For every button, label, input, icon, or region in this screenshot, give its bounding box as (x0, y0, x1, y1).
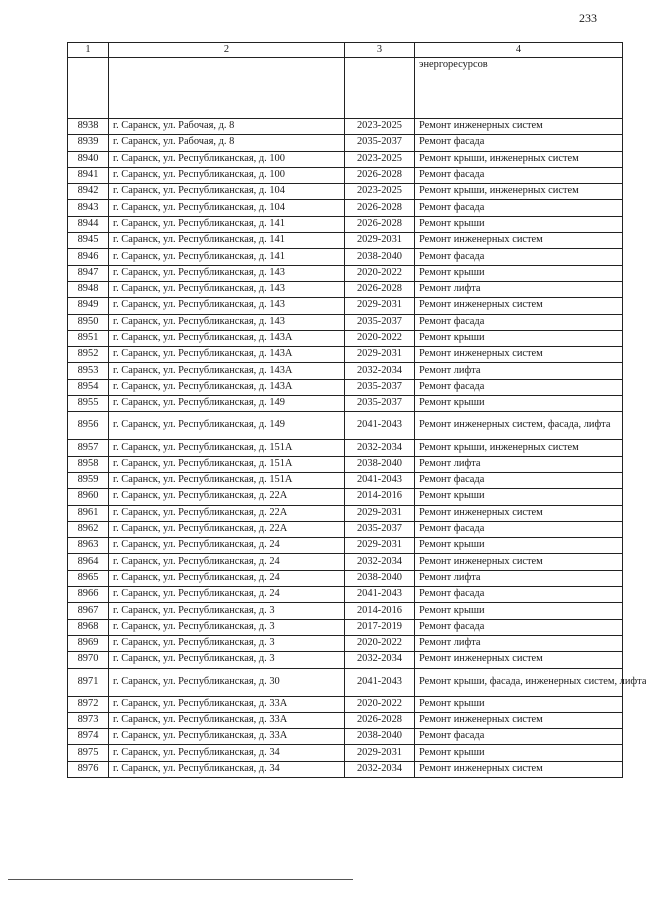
cell-years: 2038-2040 (345, 249, 415, 265)
cell-number: 8940 (68, 151, 109, 167)
table-row (68, 712, 623, 728)
cell-work: Ремонт инженерных систем (415, 119, 623, 135)
cell-work: Ремонт крыши, фасада, инженерных систем, лифта (415, 668, 623, 696)
column-header-work: 4 (415, 43, 623, 58)
cell-address: г. Саранск, ул. Республиканская, д. 143А (109, 330, 345, 346)
cell-work: Ремонт лифта (415, 363, 623, 379)
cell-years: 2032-2034 (345, 761, 415, 777)
cell-years: 2032-2034 (345, 652, 415, 668)
cell-years: 2017-2019 (345, 619, 415, 635)
cell-years: 2032-2034 (345, 554, 415, 570)
table-row (68, 330, 623, 346)
cell-number: 8949 (68, 298, 109, 314)
cell-number: 8951 (68, 330, 109, 346)
cell-years: 2035-2037 (345, 396, 415, 412)
cell-address: г. Саранск, ул. Республиканская, д. 34 (109, 761, 345, 777)
cell-number: 8958 (68, 456, 109, 472)
cell-years: 2041-2043 (345, 412, 415, 440)
table-row (68, 265, 623, 281)
cell-number: 8939 (68, 135, 109, 151)
cell-number: 8957 (68, 440, 109, 456)
cell-work: Ремонт крыши (415, 603, 623, 619)
table-row (68, 456, 623, 472)
cell-work: Ремонт инженерных систем (415, 298, 623, 314)
cell-number: 8961 (68, 505, 109, 521)
cell-years: 2029-2031 (345, 298, 415, 314)
page-number: 233 (579, 11, 597, 25)
cell-years: 2026-2028 (345, 216, 415, 232)
cell-number: 8969 (68, 635, 109, 651)
cell-number: 8976 (68, 761, 109, 777)
cell-address: г. Саранск, ул. Республиканская, д. 3 (109, 635, 345, 651)
cell-years: 2020-2022 (345, 696, 415, 712)
cell-years: 2014-2016 (345, 603, 415, 619)
cell-number: 8973 (68, 712, 109, 728)
table-row (68, 200, 623, 216)
cell-number: 8954 (68, 379, 109, 395)
column-header-address: 2 (109, 43, 345, 58)
cell-years: 2029-2031 (345, 505, 415, 521)
cell-years: 2041-2043 (345, 472, 415, 488)
cell-number (68, 58, 109, 119)
table-row (68, 249, 623, 265)
table-row (68, 587, 623, 603)
table-row (68, 668, 623, 696)
cell-address: г. Саранск, ул. Республиканская, д. 33А (109, 696, 345, 712)
cell-work: Ремонт инженерных систем (415, 554, 623, 570)
table-row (68, 233, 623, 249)
cell-address: г. Саранск, ул. Республиканская, д. 3 (109, 619, 345, 635)
cell-number: 8948 (68, 281, 109, 297)
cell-number: 8964 (68, 554, 109, 570)
cell-work: Ремонт крыши, инженерных систем (415, 184, 623, 200)
cell-years: 2026-2028 (345, 167, 415, 183)
table-row (68, 505, 623, 521)
table-row (68, 347, 623, 363)
cell-years: 2029-2031 (345, 233, 415, 249)
cell-work: Ремонт фасада (415, 314, 623, 330)
cell-address: г. Саранск, ул. Республиканская, д. 3 (109, 603, 345, 619)
cell-address: г. Саранск, ул. Республиканская, д. 143А (109, 347, 345, 363)
cell-address: г. Саранск, ул. Республиканская, д. 141 (109, 233, 345, 249)
cell-work: Ремонт крыши (415, 265, 623, 281)
table-row (68, 119, 623, 135)
table-header (68, 43, 623, 58)
cell-address: г. Саранск, ул. Республиканская, д. 143А (109, 379, 345, 395)
cell-work: Ремонт инженерных систем, фасада, лифта (415, 412, 623, 440)
cell-work: Ремонт лифта (415, 281, 623, 297)
table-row (68, 554, 623, 570)
cell-years: 2041-2043 (345, 668, 415, 696)
cell-years: 2032-2034 (345, 363, 415, 379)
table-row (68, 521, 623, 537)
cell-work: Ремонт фасада (415, 521, 623, 537)
cell-address: г. Саранск, ул. Республиканская, д. 33А (109, 729, 345, 745)
cell-address: г. Саранск, ул. Республиканская, д. 22А (109, 505, 345, 521)
cell-years: 2035-2037 (345, 521, 415, 537)
cell-work: Ремонт крыши, инженерных систем (415, 440, 623, 456)
cell-address: г. Саранск, ул. Рабочая, д. 8 (109, 119, 345, 135)
cell-work: Ремонт крыши (415, 538, 623, 554)
cell-number: 8944 (68, 216, 109, 232)
page-bottom-rule (8, 879, 353, 880)
cell-address: г. Саранск, ул. Республиканская, д. 143 (109, 281, 345, 297)
cell-address: г. Саранск, ул. Республиканская, д. 151А (109, 472, 345, 488)
cell-years: 2020-2022 (345, 330, 415, 346)
cell-years: 2038-2040 (345, 729, 415, 745)
table-row (68, 216, 623, 232)
cell-number: 8945 (68, 233, 109, 249)
cell-number: 8943 (68, 200, 109, 216)
cell-number: 8959 (68, 472, 109, 488)
cell-address: г. Саранск, ул. Рабочая, д. 8 (109, 135, 345, 151)
cell-years: 2035-2037 (345, 135, 415, 151)
cell-years: 2023-2025 (345, 119, 415, 135)
cell-years: 2020-2022 (345, 635, 415, 651)
cell-number: 8962 (68, 521, 109, 537)
cell-address: г. Саранск, ул. Республиканская, д. 33А (109, 712, 345, 728)
cell-years: 2029-2031 (345, 538, 415, 554)
table-row (68, 696, 623, 712)
cell-address: г. Саранск, ул. Республиканская, д. 24 (109, 587, 345, 603)
cell-address: г. Саранск, ул. Республиканская, д. 143А (109, 363, 345, 379)
cell-work: Ремонт инженерных систем (415, 652, 623, 668)
table-row (68, 729, 623, 745)
cell-years: 2032-2034 (345, 440, 415, 456)
cell-address: г. Саранск, ул. Республиканская, д. 143 (109, 298, 345, 314)
cell-work: Ремонт инженерных систем (415, 505, 623, 521)
cell-number: 8955 (68, 396, 109, 412)
cell-work: Ремонт фасада (415, 619, 623, 635)
cell-years: 2041-2043 (345, 587, 415, 603)
cell-years: 2023-2025 (345, 151, 415, 167)
cell-years: 2029-2031 (345, 745, 415, 761)
cell-number: 8938 (68, 119, 109, 135)
cell-years: 2038-2040 (345, 456, 415, 472)
table-row (68, 619, 623, 635)
cell-address: г. Саранск, ул. Республиканская, д. 24 (109, 538, 345, 554)
cell-address: г. Саранск, ул. Республиканская, д. 22А (109, 489, 345, 505)
repair-schedule-table (67, 42, 646, 778)
cell-number: 8963 (68, 538, 109, 554)
cell-number: 8975 (68, 745, 109, 761)
cell-work: Ремонт крыши (415, 745, 623, 761)
cell-work: Ремонт инженерных систем (415, 712, 623, 728)
cell-work: Ремонт фасада (415, 379, 623, 395)
table-row (68, 363, 623, 379)
cell-years: 2035-2037 (345, 379, 415, 395)
cell-address (109, 58, 345, 119)
cell-number: 8974 (68, 729, 109, 745)
table-row (68, 440, 623, 456)
cell-work: Ремонт фасада (415, 587, 623, 603)
cell-work: Ремонт лифта (415, 456, 623, 472)
cell-address: г. Саранск, ул. Республиканская, д. 104 (109, 200, 345, 216)
cell-work: Ремонт крыши (415, 216, 623, 232)
cell-number: 8953 (68, 363, 109, 379)
cell-number: 8941 (68, 167, 109, 183)
table-body (68, 58, 646, 778)
cell-address: г. Саранск, ул. Республиканская, д. 143 (109, 265, 345, 281)
table-row (68, 167, 623, 183)
cell-number: 8960 (68, 489, 109, 505)
cell-work: Ремонт лифта (415, 570, 623, 586)
cell-address: г. Саранск, ул. Республиканская, д. 149 (109, 396, 345, 412)
cell-number: 8956 (68, 412, 109, 440)
cell-work: энергоресурсов (415, 58, 623, 119)
column-header-number: 1 (68, 43, 109, 58)
cell-years: 2026-2028 (345, 281, 415, 297)
cell-years: 2020-2022 (345, 265, 415, 281)
table-row (68, 281, 623, 297)
table-row (68, 570, 623, 586)
cell-address: г. Саранск, ул. Республиканская, д. 30 (109, 668, 345, 696)
table-row (68, 314, 623, 330)
cell-address: г. Саранск, ул. Республиканская, д. 151А (109, 456, 345, 472)
table-row (68, 538, 623, 554)
cell-work: Ремонт лифта (415, 635, 623, 651)
cell-number: 8952 (68, 347, 109, 363)
cell-address: г. Саранск, ул. Республиканская, д. 24 (109, 554, 345, 570)
cell-years: 2035-2037 (345, 314, 415, 330)
table-row (68, 298, 623, 314)
cell-address: г. Саранск, ул. Республиканская, д. 100 (109, 151, 345, 167)
cell-work: Ремонт крыши, инженерных систем (415, 151, 623, 167)
table-row (68, 761, 623, 777)
cell-address: г. Саранск, ул. Республиканская, д. 141 (109, 216, 345, 232)
table-row (68, 184, 623, 200)
cell-number: 8966 (68, 587, 109, 603)
cell-number: 8946 (68, 249, 109, 265)
cell-number: 8950 (68, 314, 109, 330)
cell-number: 8971 (68, 668, 109, 696)
cell-number: 8947 (68, 265, 109, 281)
table-row (68, 412, 623, 440)
table-row (68, 489, 623, 505)
cell-work: Ремонт инженерных систем (415, 761, 623, 777)
cell-address: г. Саранск, ул. Республиканская, д. 143 (109, 314, 345, 330)
cell-work: Ремонт крыши (415, 489, 623, 505)
cell-years: 2014-2016 (345, 489, 415, 505)
table-row (68, 396, 623, 412)
cell-work: Ремонт фасада (415, 472, 623, 488)
cell-address: г. Саранск, ул. Республиканская, д. 22А (109, 521, 345, 537)
column-header-years: 3 (345, 43, 415, 58)
table-row (68, 379, 623, 395)
cell-address: г. Саранск, ул. Республиканская, д. 34 (109, 745, 345, 761)
cell-address: г. Саранск, ул. Республиканская, д. 3 (109, 652, 345, 668)
cell-years: 2023-2025 (345, 184, 415, 200)
cell-years: 2026-2028 (345, 200, 415, 216)
cell-work: Ремонт фасада (415, 135, 623, 151)
cell-work: Ремонт инженерных систем (415, 233, 623, 249)
cell-number: 8968 (68, 619, 109, 635)
continuation-row (68, 58, 623, 119)
cell-work: Ремонт фасада (415, 167, 623, 183)
cell-years: 2026-2028 (345, 712, 415, 728)
cell-number: 8972 (68, 696, 109, 712)
cell-work: Ремонт крыши (415, 696, 623, 712)
cell-number: 8965 (68, 570, 109, 586)
cell-number: 8970 (68, 652, 109, 668)
cell-address: г. Саранск, ул. Республиканская, д. 141 (109, 249, 345, 265)
cell-years: 2038-2040 (345, 570, 415, 586)
cell-years: 2029-2031 (345, 347, 415, 363)
cell-address: г. Саранск, ул. Республиканская, д. 24 (109, 570, 345, 586)
cell-work: Ремонт фасада (415, 200, 623, 216)
cell-address: г. Саранск, ул. Республиканская, д. 149 (109, 412, 345, 440)
cell-number: 8942 (68, 184, 109, 200)
table-row (68, 135, 623, 151)
cell-work: Ремонт крыши (415, 330, 623, 346)
table-row (68, 652, 623, 668)
cell-years (345, 58, 415, 119)
table-row (68, 151, 623, 167)
cell-address: г. Саранск, ул. Республиканская, д. 100 (109, 167, 345, 183)
table-row (68, 745, 623, 761)
table-row (68, 635, 623, 651)
table-row (68, 603, 623, 619)
table-row (68, 472, 623, 488)
cell-work: Ремонт фасада (415, 729, 623, 745)
cell-number: 8967 (68, 603, 109, 619)
cell-work: Ремонт инженерных систем (415, 347, 623, 363)
cell-work: Ремонт крыши (415, 396, 623, 412)
cell-address: г. Саранск, ул. Республиканская, д. 104 (109, 184, 345, 200)
cell-address: г. Саранск, ул. Республиканская, д. 151А (109, 440, 345, 456)
cell-work: Ремонт фасада (415, 249, 623, 265)
